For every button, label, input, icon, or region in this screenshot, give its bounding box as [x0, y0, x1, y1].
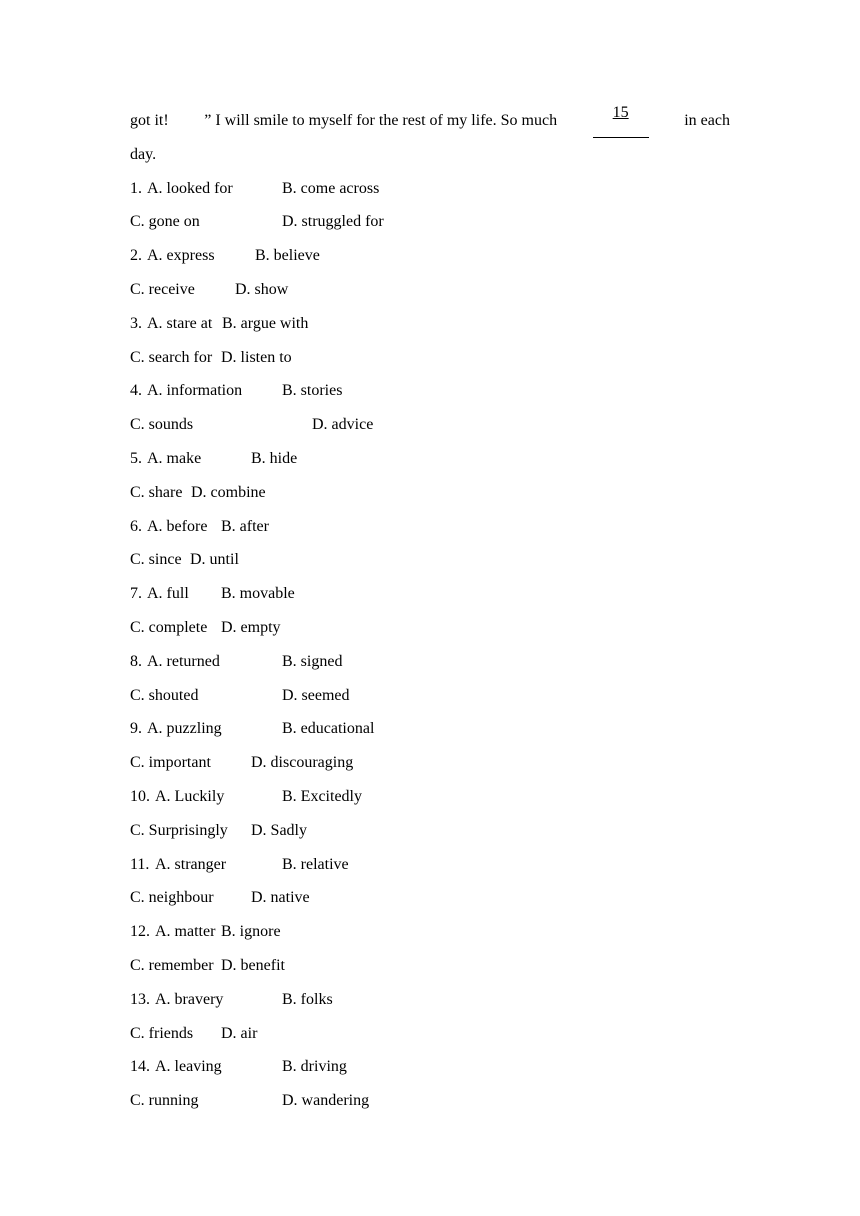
option-a: A. information	[147, 382, 243, 400]
question-10-row-1	[130, 780, 730, 814]
option-b: B. driving	[282, 1058, 347, 1076]
question-13-row-1	[130, 983, 730, 1017]
option-b: B. believe	[255, 247, 320, 265]
option-d: D. benefit	[221, 956, 285, 974]
passage-text-2: ” I will smile to myself for the rest of my life. So much	[204, 112, 558, 129]
passage-text-4: day.	[130, 145, 157, 163]
question-number: 10.	[130, 787, 150, 805]
question-8-row-2	[130, 679, 730, 713]
question-11-row-2	[130, 881, 730, 915]
question-6-row-1	[130, 510, 730, 544]
passage-line-2	[130, 138, 730, 172]
option-b: B. relative	[282, 855, 349, 873]
option-a: A. stranger	[155, 855, 227, 873]
question-11-row-1	[130, 848, 730, 882]
question-number: 9.	[130, 720, 142, 738]
question-5-row-2	[130, 476, 730, 510]
option-a: A. express	[147, 247, 215, 265]
option-c: C. shouted	[130, 686, 199, 704]
option-b: B. argue with	[222, 314, 309, 332]
option-a: A. bravery	[155, 990, 224, 1008]
option-a: A. full	[147, 585, 189, 603]
option-b: B. movable	[221, 585, 295, 603]
question-number: 14.	[130, 1058, 150, 1076]
option-c: C. share	[130, 483, 183, 501]
option-d: D. Sadly	[251, 821, 307, 839]
option-a: A. matter	[155, 923, 216, 941]
option-d: D. air	[221, 1024, 258, 1042]
option-d: D. seemed	[282, 686, 350, 704]
question-9-row-1	[130, 712, 730, 746]
option-d: D. discouraging	[251, 754, 354, 772]
question-number: 12.	[130, 923, 150, 941]
option-a: A. Luckily	[155, 787, 225, 805]
option-d: D. listen to	[221, 348, 292, 366]
option-d: D. wandering	[282, 1092, 370, 1110]
question-4-row-2	[130, 408, 730, 442]
option-c: C. search for	[130, 348, 213, 366]
option-d: D. until	[190, 551, 239, 569]
question-number: 13.	[130, 990, 150, 1008]
passage-text-1: got it!	[130, 112, 169, 129]
option-b: B. stories	[282, 382, 343, 400]
option-a: A. before	[147, 517, 208, 535]
option-c: C. friends	[130, 1024, 194, 1042]
option-d: D. empty	[221, 618, 281, 636]
option-d: D. combine	[191, 483, 266, 501]
question-2-row-1	[130, 239, 730, 273]
option-c: C. receive	[130, 280, 195, 298]
question-12-row-1	[130, 915, 730, 949]
question-3-row-2	[130, 341, 730, 375]
option-c: C. complete	[130, 618, 208, 636]
question-4-row-1	[130, 374, 730, 408]
option-c: C. since	[130, 551, 182, 569]
option-b: B. educational	[282, 720, 375, 738]
question-number: 2.	[130, 247, 142, 265]
question-14-row-2	[130, 1084, 730, 1118]
question-number: 4.	[130, 382, 142, 400]
passage-text-3: in each	[684, 112, 730, 129]
option-c: C. running	[130, 1092, 199, 1110]
option-d: D. advice	[312, 416, 374, 434]
question-5-row-1	[130, 442, 730, 476]
question-7-row-1	[130, 577, 730, 611]
question-13-row-2	[130, 1017, 730, 1051]
option-b: B. after	[221, 517, 269, 535]
passage-line	[130, 104, 730, 138]
option-c: C. gone on	[130, 213, 200, 231]
option-a: A. leaving	[155, 1058, 222, 1076]
option-c: C. Surprisingly	[130, 821, 228, 839]
blank-15	[593, 104, 649, 138]
question-7-row-2	[130, 611, 730, 645]
question-number: 1.	[130, 179, 142, 197]
option-a: A. stare at	[147, 314, 213, 332]
question-number: 11.	[130, 855, 150, 873]
option-c: C. neighbour	[130, 889, 214, 907]
option-b: B. come across	[282, 179, 380, 197]
option-d: D. struggled for	[282, 213, 384, 231]
question-1-row-2	[130, 205, 730, 239]
option-a: A. returned	[147, 652, 220, 670]
option-b: B. ignore	[221, 923, 281, 941]
question-10-row-2	[130, 814, 730, 848]
question-number: 5.	[130, 449, 142, 467]
question-number: 6.	[130, 517, 142, 535]
question-3-row-1	[130, 307, 730, 341]
question-8-row-1	[130, 645, 730, 679]
option-a: A. puzzling	[147, 720, 222, 738]
option-c: C. sounds	[130, 416, 194, 434]
blank-number: 15	[612, 104, 629, 121]
question-9-row-2	[130, 746, 730, 780]
question-14-row-1	[130, 1050, 730, 1084]
question-number: 7.	[130, 585, 142, 603]
option-d: D. show	[235, 280, 289, 298]
option-b: B. hide	[251, 449, 298, 467]
option-d: D. native	[251, 889, 310, 907]
question-number: 3.	[130, 314, 142, 332]
question-1-row-1	[130, 172, 730, 206]
option-a: A. make	[147, 449, 202, 467]
option-c: C. remember	[130, 956, 214, 974]
question-6-row-2	[130, 543, 730, 577]
option-b: B. Excitedly	[282, 787, 362, 805]
question-number: 8.	[130, 652, 142, 670]
option-b: B. signed	[282, 652, 343, 670]
option-b: B. folks	[282, 990, 333, 1008]
question-12-row-2	[130, 949, 730, 983]
option-c: C. important	[130, 754, 211, 772]
question-2-row-2	[130, 273, 730, 307]
option-a: A. looked for	[147, 179, 233, 197]
document-page	[130, 104, 730, 1118]
